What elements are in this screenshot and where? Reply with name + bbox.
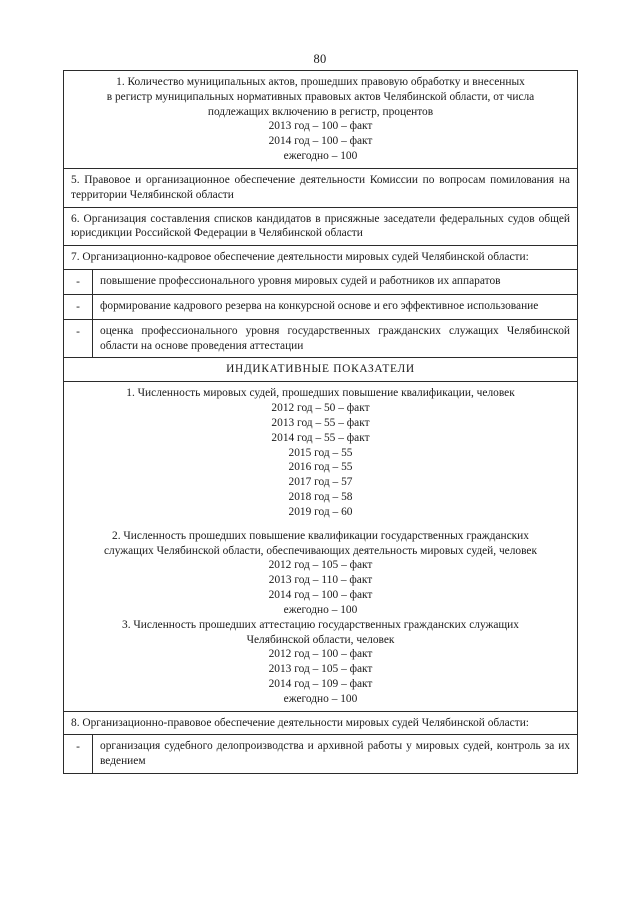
bullet-marker: - [64,270,93,295]
indicator-year-value: 2012 год – 105 – факт [268,559,373,572]
cell-item-7-sub-3: оценка профессионального уровня государственных гражданских служащих Челябинской области на основе проведения аттестации [93,319,578,358]
indicator-year-list [71,119,570,163]
cell-item-8-sub-1: организация судебного делопроизводства и архивной работы у мировых судей, контроль за их ведением [93,735,578,774]
cell-item-8: 8. Организационно-правовое обеспечение деятельности мировых судей Челябинской области: [64,711,578,735]
indicator-year-list [71,401,570,520]
indicator-year-value: 2014 год – 100 – факт [268,589,373,602]
indicator-group-2 [71,529,570,618]
indicator-year-list [71,558,570,617]
content-table [63,70,578,774]
page-number: 80 [313,52,327,66]
table-row [64,358,578,382]
table-row [64,294,578,319]
cell-item-5: 5. Правовое и организационное обеспечение деятельности Комиссии по вопросам помилования на территории Челябинской области [64,168,578,207]
indicator-year-value: 2019 год – 60 [288,505,353,518]
indicator-year-value: ежегодно – 100 [283,692,358,705]
table-row [64,711,578,735]
cell-item-7-sub-1: повышение профессионального уровня мировых судей и работников их аппаратов [93,270,578,295]
indicator-year-value: 2016 год – 55 [288,461,353,474]
indicator-year-value: 2017 год – 57 [288,476,353,489]
indicator-year-value: 2012 год – 100 – факт [268,648,373,661]
indicator-group-3 [71,618,570,707]
cell-indicator-municipal-acts [64,71,578,169]
indicator-year-value: ежегодно – 100 [283,150,358,163]
indicator-heading-line: 1. Численность мировых судей, прошедших повышение квалификации, человек [126,387,515,400]
indicator-year-value: 2014 год – 55 – факт [271,431,370,444]
indicator-heading-line: подлежащих включению в регистр, процентов [207,105,434,118]
bullet-marker: - [64,735,93,774]
cell-item-7: 7. Организационно-кадровое обеспечение деятельности мировых судей Челябинской области: [64,246,578,270]
indicator-year-value: 2014 год – 100 – факт [268,135,373,148]
indicator-year-value: 2015 год – 55 [288,446,353,459]
table-row [64,246,578,270]
indicator-heading-line: 3. Численность прошедших аттестацию государственных гражданских служащих [122,618,519,631]
table-row [64,168,578,207]
indicators-section-title: ИНДИКАТИВНЫЕ ПОКАЗАТЕЛИ [64,358,578,382]
table-row [64,207,578,246]
indicator-heading-line: 2. Численность прошедших повышение квалификации государственных гражданских [112,529,529,542]
indicator-year-value: 2013 год – 100 – факт [268,120,373,133]
table-row [64,735,578,774]
table-row [64,382,578,711]
cell-item-7-sub-2: формирование кадрового резерва на конкурсной основе и его эффективное использование [93,294,578,319]
indicator-heading-line: 1. Количество муниципальных актов, прошедших правовую обработку и внесенных [116,76,525,88]
table-body [64,71,578,774]
indicator-year-value: 2014 год – 109 – факт [268,677,373,690]
indicator-year-value: 2018 год – 58 [288,491,353,504]
indicator-heading-line: служащих Челябинской области, обеспечивающих деятельность мировых судей, человек [103,544,538,557]
table-row [64,71,578,169]
indicator-year-value: 2012 год – 50 – факт [271,402,370,415]
indicator-year-value: 2013 год – 55 – факт [271,416,370,429]
bullet-marker: - [64,319,93,358]
indicator-year-value: ежегодно – 100 [283,603,358,616]
cell-indicators-body [64,382,578,711]
indicator-year-value: 2013 год – 105 – факт [268,663,373,676]
cell-item-6: 6. Организация составления списков кандидатов в присяжные заседатели федеральных судов общей юрисдикции Российской Федерации в Челябинской области [64,207,578,246]
indicator-year-list [71,647,570,706]
table-row [64,319,578,358]
bullet-marker: - [64,294,93,319]
indicator-heading-line: Челябинской области, человек [246,633,395,646]
indicator-group-1 [71,386,570,519]
indicator-heading-line: в регистр муниципальных нормативных правовых актов Челябинской области, от числа [106,90,535,103]
table-row [64,270,578,295]
indicator-year-value: 2013 год – 110 – факт [268,574,373,587]
